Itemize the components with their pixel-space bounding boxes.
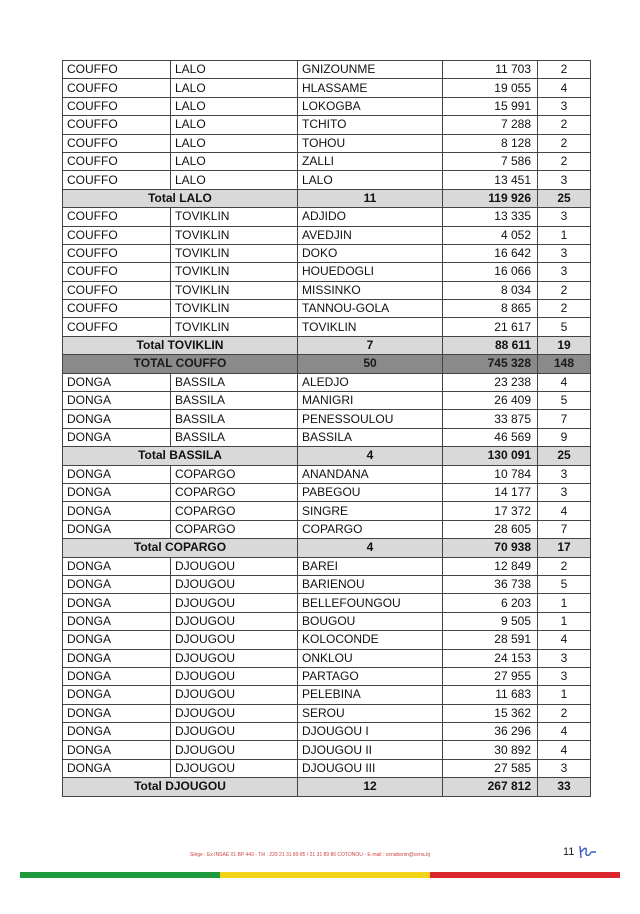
arrondissement-cell: PARTAGO <box>298 667 443 685</box>
page-number: 11 <box>563 846 575 858</box>
department-cell: COUFFO <box>63 79 171 97</box>
table-row <box>63 61 591 79</box>
department-cell: DONGA <box>63 631 171 649</box>
grand-total-row <box>63 355 591 373</box>
seats-cell: 3 <box>538 171 591 189</box>
arrondissement-cell: ALEDJO <box>298 373 443 391</box>
population-cell: 28 591 <box>443 631 538 649</box>
arrondissement-cell: DJOUGOU II <box>298 741 443 759</box>
seats-cell: 1 <box>538 594 591 612</box>
subtotal-row <box>63 336 591 354</box>
population-cell: 23 238 <box>443 373 538 391</box>
table-row <box>63 244 591 262</box>
department-cell: DONGA <box>63 594 171 612</box>
total-population-cell: 88 611 <box>443 336 538 354</box>
population-cell: 15 362 <box>443 704 538 722</box>
population-cell: 8 128 <box>443 134 538 152</box>
arrondissement-cell: ONKLOU <box>298 649 443 667</box>
total-label-cell: Total BASSILA <box>63 447 298 465</box>
flag-green-band <box>20 872 220 878</box>
population-cell: 8 865 <box>443 300 538 318</box>
seats-cell: 5 <box>538 575 591 593</box>
table-row <box>63 704 591 722</box>
total-count-cell: 50 <box>298 355 443 373</box>
population-cell: 14 177 <box>443 483 538 501</box>
arrondissement-cell: BARIENOU <box>298 575 443 593</box>
commune-cell: DJOUGOU <box>171 594 298 612</box>
commune-cell: BASSILA <box>171 410 298 428</box>
total-count-cell: 12 <box>298 778 443 796</box>
department-cell: DONGA <box>63 667 171 685</box>
arrondissement-cell: BOUGOU <box>298 612 443 630</box>
table-row <box>63 667 591 685</box>
table-row <box>63 741 591 759</box>
table-row <box>63 208 591 226</box>
department-cell: COUFFO <box>63 226 171 244</box>
table-row <box>63 116 591 134</box>
population-cell: 7 288 <box>443 116 538 134</box>
arrondissement-cell: TOHOU <box>298 134 443 152</box>
seats-cell: 9 <box>538 428 591 446</box>
table-row <box>63 79 591 97</box>
commune-cell: TOVIKLIN <box>171 244 298 262</box>
total-label-cell: Total DJOUGOU <box>63 778 298 796</box>
commune-cell: TOVIKLIN <box>171 281 298 299</box>
table-row <box>63 631 591 649</box>
table-row <box>63 649 591 667</box>
arrondissement-cell: LALO <box>298 171 443 189</box>
seats-cell: 3 <box>538 97 591 115</box>
population-cell: 19 055 <box>443 79 538 97</box>
table-row <box>63 483 591 501</box>
department-cell: DONGA <box>63 520 171 538</box>
department-cell: DONGA <box>63 557 171 575</box>
table-row <box>63 520 591 538</box>
department-cell: DONGA <box>63 465 171 483</box>
footer-address: Siège : Ex INSAE 01 BP 443 - Tél : 229 21 31 89 85 / 21 31 89 86 COTONOU - E-mail : cenabenin@cena.bj <box>190 852 430 858</box>
seats-cell: 2 <box>538 281 591 299</box>
population-cell: 12 849 <box>443 557 538 575</box>
seats-cell: 4 <box>538 631 591 649</box>
department-cell: COUFFO <box>63 208 171 226</box>
total-seats-cell: 19 <box>538 336 591 354</box>
population-cell: 16 066 <box>443 263 538 281</box>
population-cell: 10 784 <box>443 465 538 483</box>
seats-cell: 4 <box>538 502 591 520</box>
commune-cell: BASSILA <box>171 428 298 446</box>
arrondissement-cell: PELEBINA <box>298 686 443 704</box>
arrondissement-cell: LOKOGBA <box>298 97 443 115</box>
department-cell: DONGA <box>63 392 171 410</box>
table-row <box>63 281 591 299</box>
population-cell: 46 569 <box>443 428 538 446</box>
seats-cell: 5 <box>538 318 591 336</box>
commune-cell: LALO <box>171 116 298 134</box>
seats-cell: 3 <box>538 759 591 777</box>
table-row <box>63 723 591 741</box>
total-label-cell: Total TOVIKLIN <box>63 336 298 354</box>
commune-cell: COPARGO <box>171 502 298 520</box>
arrondissement-cell: HLASSAME <box>298 79 443 97</box>
commune-cell: DJOUGOU <box>171 667 298 685</box>
arrondissement-cell: BELLEFOUNGOU <box>298 594 443 612</box>
population-cell: 15 991 <box>443 97 538 115</box>
subtotal-row <box>63 778 591 796</box>
population-cell: 27 955 <box>443 667 538 685</box>
population-cell: 24 153 <box>443 649 538 667</box>
seats-cell: 1 <box>538 226 591 244</box>
total-count-cell: 11 <box>298 189 443 207</box>
seats-cell: 7 <box>538 520 591 538</box>
commune-cell: DJOUGOU <box>171 631 298 649</box>
total-population-cell: 119 926 <box>443 189 538 207</box>
subtotal-row <box>63 447 591 465</box>
commune-cell: LALO <box>171 171 298 189</box>
arrondissement-cell: DJOUGOU III <box>298 759 443 777</box>
department-cell: DONGA <box>63 704 171 722</box>
table-row <box>63 318 591 336</box>
commune-cell: TOVIKLIN <box>171 208 298 226</box>
seats-cell: 2 <box>538 134 591 152</box>
table-row <box>63 502 591 520</box>
arrondissement-cell: TANNOU-GOLA <box>298 300 443 318</box>
population-cell: 8 034 <box>443 281 538 299</box>
department-cell: COUFFO <box>63 263 171 281</box>
seats-cell: 2 <box>538 704 591 722</box>
arrondissement-cell: GNIZOUNME <box>298 61 443 79</box>
total-seats-cell: 33 <box>538 778 591 796</box>
seats-cell: 3 <box>538 649 591 667</box>
department-cell: COUFFO <box>63 134 171 152</box>
population-cell: 36 738 <box>443 575 538 593</box>
department-cell: DONGA <box>63 723 171 741</box>
population-cell: 4 052 <box>443 226 538 244</box>
department-cell: COUFFO <box>63 171 171 189</box>
commune-cell: TOVIKLIN <box>171 226 298 244</box>
total-count-cell: 4 <box>298 447 443 465</box>
arrondissement-cell: MISSINKO <box>298 281 443 299</box>
arrondissement-cell: ANANDANA <box>298 465 443 483</box>
arrondissement-cell: DOKO <box>298 244 443 262</box>
table-row <box>63 428 591 446</box>
seats-cell: 2 <box>538 300 591 318</box>
arrondissement-cell: PENESSOULOU <box>298 410 443 428</box>
arrondissement-cell: PABEGOU <box>298 483 443 501</box>
arrondissement-cell: ADJIDO <box>298 208 443 226</box>
flag-stripe <box>20 872 620 878</box>
table-row <box>63 134 591 152</box>
table-row <box>63 373 591 391</box>
commune-cell: DJOUGOU <box>171 759 298 777</box>
total-count-cell: 7 <box>298 336 443 354</box>
population-cell: 36 296 <box>443 723 538 741</box>
population-cell: 6 203 <box>443 594 538 612</box>
department-cell: COUFFO <box>63 152 171 170</box>
population-cell: 33 875 <box>443 410 538 428</box>
commune-cell: DJOUGOU <box>171 612 298 630</box>
table-row <box>63 171 591 189</box>
table-row <box>63 594 591 612</box>
department-cell: DONGA <box>63 686 171 704</box>
total-seats-cell: 25 <box>538 447 591 465</box>
population-cell: 27 585 <box>443 759 538 777</box>
commune-cell: LALO <box>171 134 298 152</box>
commune-cell: DJOUGOU <box>171 557 298 575</box>
population-cell: 9 505 <box>443 612 538 630</box>
table-row <box>63 97 591 115</box>
commune-cell: LALO <box>171 152 298 170</box>
table-row <box>63 759 591 777</box>
department-cell: COUFFO <box>63 97 171 115</box>
total-label-cell: Total COPARGO <box>63 539 298 557</box>
population-cell: 17 372 <box>443 502 538 520</box>
total-seats-cell: 148 <box>538 355 591 373</box>
seats-cell: 2 <box>538 152 591 170</box>
commune-cell: DJOUGOU <box>171 686 298 704</box>
arrondissement-cell: AVEDJIN <box>298 226 443 244</box>
commune-cell: COPARGO <box>171 483 298 501</box>
department-cell: COUFFO <box>63 244 171 262</box>
population-cell: 16 642 <box>443 244 538 262</box>
commune-cell: LALO <box>171 79 298 97</box>
population-cell: 11 683 <box>443 686 538 704</box>
table-row <box>63 410 591 428</box>
flag-red-band <box>430 872 620 878</box>
total-label-cell: Total LALO <box>63 189 298 207</box>
table-row <box>63 612 591 630</box>
department-cell: DONGA <box>63 502 171 520</box>
commune-cell: DJOUGOU <box>171 723 298 741</box>
total-count-cell: 4 <box>298 539 443 557</box>
subtotal-row <box>63 539 591 557</box>
seats-cell: 5 <box>538 392 591 410</box>
population-cell: 21 617 <box>443 318 538 336</box>
total-population-cell: 745 328 <box>443 355 538 373</box>
commune-cell: DJOUGOU <box>171 704 298 722</box>
population-cell: 13 451 <box>443 171 538 189</box>
signature-mark <box>577 843 599 861</box>
seats-cell: 3 <box>538 208 591 226</box>
arrondissement-cell: TCHITO <box>298 116 443 134</box>
seats-cell: 2 <box>538 557 591 575</box>
table-row <box>63 557 591 575</box>
total-seats-cell: 17 <box>538 539 591 557</box>
department-cell: DONGA <box>63 649 171 667</box>
seats-cell: 4 <box>538 79 591 97</box>
commune-cell: COPARGO <box>171 520 298 538</box>
population-cell: 7 586 <box>443 152 538 170</box>
department-cell: COUFFO <box>63 318 171 336</box>
department-cell: COUFFO <box>63 281 171 299</box>
commune-cell: LALO <box>171 97 298 115</box>
table-row <box>63 152 591 170</box>
department-cell: DONGA <box>63 373 171 391</box>
total-population-cell: 130 091 <box>443 447 538 465</box>
subtotal-row <box>63 189 591 207</box>
seats-cell: 2 <box>538 61 591 79</box>
department-cell: DONGA <box>63 741 171 759</box>
population-cell: 13 335 <box>443 208 538 226</box>
commune-cell: BASSILA <box>171 373 298 391</box>
arrondissement-cell: COPARGO <box>298 520 443 538</box>
seats-cell: 3 <box>538 244 591 262</box>
table-row <box>63 465 591 483</box>
commune-cell: BASSILA <box>171 392 298 410</box>
flag-yellow-band <box>220 872 430 878</box>
total-population-cell: 267 812 <box>443 778 538 796</box>
seats-cell: 2 <box>538 116 591 134</box>
department-cell: COUFFO <box>63 61 171 79</box>
department-cell: DONGA <box>63 410 171 428</box>
table-row <box>63 263 591 281</box>
commune-cell: DJOUGOU <box>171 575 298 593</box>
department-cell: DONGA <box>63 612 171 630</box>
seats-cell: 3 <box>538 263 591 281</box>
arrondissement-cell: MANIGRI <box>298 392 443 410</box>
total-population-cell: 70 938 <box>443 539 538 557</box>
seats-cell: 3 <box>538 465 591 483</box>
department-cell: COUFFO <box>63 116 171 134</box>
commune-cell: TOVIKLIN <box>171 263 298 281</box>
department-cell: COUFFO <box>63 300 171 318</box>
commune-cell: TOVIKLIN <box>171 300 298 318</box>
arrondissement-cell: SEROU <box>298 704 443 722</box>
arrondissement-cell: BASSILA <box>298 428 443 446</box>
arrondissement-cell: ZALLI <box>298 152 443 170</box>
seats-cell: 3 <box>538 483 591 501</box>
commune-cell: TOVIKLIN <box>171 318 298 336</box>
population-cell: 28 605 <box>443 520 538 538</box>
table-row <box>63 300 591 318</box>
department-cell: DONGA <box>63 575 171 593</box>
seats-cell: 4 <box>538 741 591 759</box>
population-cell: 30 892 <box>443 741 538 759</box>
commune-cell: DJOUGOU <box>171 649 298 667</box>
seats-cell: 3 <box>538 667 591 685</box>
arrondissement-cell: KOLOCONDE <box>298 631 443 649</box>
seats-cell: 1 <box>538 612 591 630</box>
commune-cell: COPARGO <box>171 465 298 483</box>
table-row <box>63 392 591 410</box>
arrondissement-cell: DJOUGOU I <box>298 723 443 741</box>
arrondissement-cell: HOUEDOGLI <box>298 263 443 281</box>
department-cell: DONGA <box>63 483 171 501</box>
arrondissement-cell: SINGRE <box>298 502 443 520</box>
commune-cell: DJOUGOU <box>171 741 298 759</box>
total-seats-cell: 25 <box>538 189 591 207</box>
department-cell: DONGA <box>63 759 171 777</box>
arrondissement-cell: TOVIKLIN <box>298 318 443 336</box>
table-row <box>63 686 591 704</box>
commune-cell: LALO <box>171 61 298 79</box>
seats-cell: 4 <box>538 723 591 741</box>
population-cell: 26 409 <box>443 392 538 410</box>
population-cell: 11 703 <box>443 61 538 79</box>
seats-cell: 1 <box>538 686 591 704</box>
electoral-table <box>62 60 591 797</box>
table-row <box>63 226 591 244</box>
seats-cell: 7 <box>538 410 591 428</box>
total-label-cell: TOTAL COUFFO <box>63 355 298 373</box>
arrondissement-cell: BAREI <box>298 557 443 575</box>
department-cell: DONGA <box>63 428 171 446</box>
table-row <box>63 575 591 593</box>
seats-cell: 4 <box>538 373 591 391</box>
